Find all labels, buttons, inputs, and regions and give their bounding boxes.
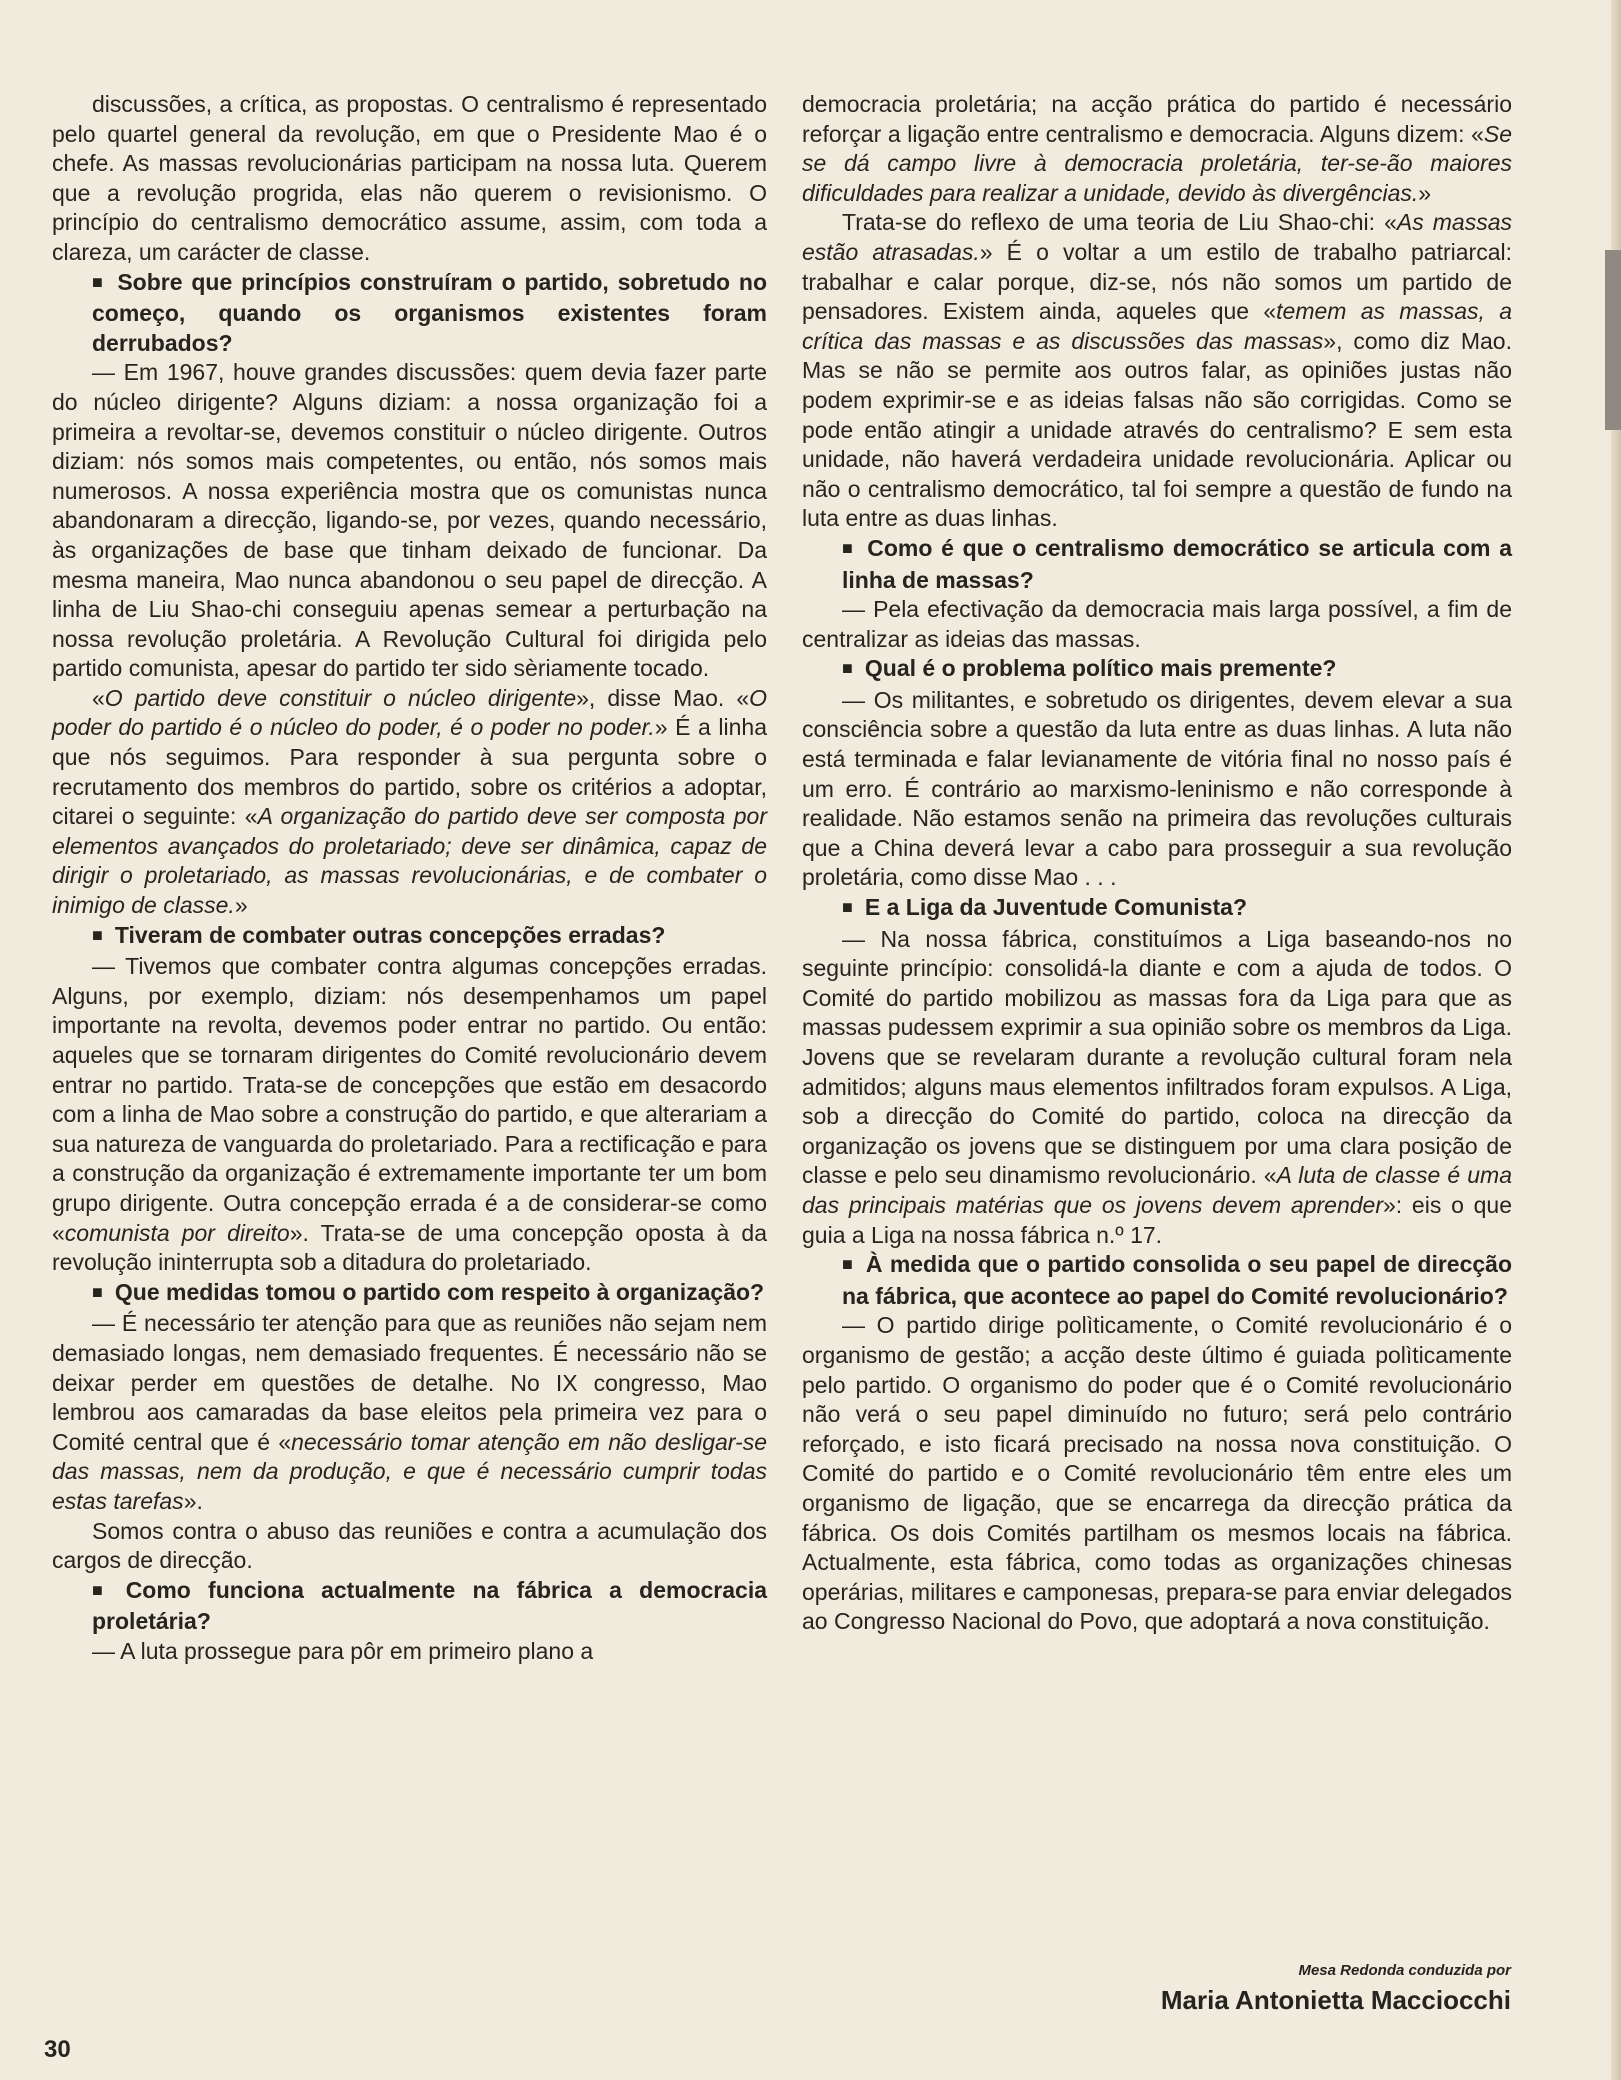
- paragraph: [52, 1517, 767, 1576]
- quote-text: O poder do partido é o núcleo do poder, é o poder no poder.: [52, 684, 767, 741]
- left-column: [52, 90, 767, 1666]
- text-run: », como diz Mao. Mas se não se permite aos outros falar, as opiniões justas não podem exprimir-se e as ideias falsas não são corrigidas. Como se pode então atingir a unidade através do centralismo? E sem esta unidade, não haverá verdadeira unidade revolucionária. Aplicar ou não o centralismo democrático, tal foi sempre a questão de fundo na luta entre as duas linhas.: [802, 327, 1512, 532]
- text-run: — Os militantes, e sobretudo os dirigentes, devem elevar a sua consciência sobre a questão da luta entre as duas linhas. A luta não está terminada e falar levianamente de vitória final no nosso país é um erro. É contrário ao marxismo-leninismo e não corresponde à realidade. Não estamos senão na primeira das revoluções culturais que a China deverá levar a cabo para prosseguir a sua revolução proletária, como disse Mao . . .: [802, 686, 1512, 891]
- question-heading: [802, 654, 1512, 686]
- question-heading: [52, 1576, 767, 1637]
- question-heading: [802, 534, 1512, 595]
- text-run: ».: [183, 1487, 203, 1514]
- quote-text: O partido deve constituir o núcleo dirigente: [104, 684, 577, 711]
- quote-text: temem as massas, a crítica das massas e as discussões das massas: [802, 298, 1512, 354]
- question-heading: [802, 1250, 1512, 1311]
- text-run: — Pela efectivação da democracia mais larga possível, a fim de centralizar as ideias das massas.: [802, 596, 1512, 652]
- text-run: Tiveram de combater outras concepções erradas?: [114, 921, 666, 948]
- text-run: »: [234, 892, 248, 919]
- quote-text: A organização do partido deve ser composta por elementos avançados do proletariado; deve ser dinâmica, capaz de dirigir o proletariado, as massas revolucionárias, e de combater o inimigo de classe.: [52, 803, 768, 919]
- text-run: Que medidas tomou o partido com respeito à organização?: [114, 1278, 765, 1305]
- quote-text: comunista por direito: [64, 1219, 290, 1246]
- paragraph: [52, 952, 767, 1278]
- text-run: Como é que o centralismo democrático se articula com a linha de massas?: [842, 534, 1512, 593]
- question-heading: [802, 893, 1512, 925]
- text-run: » É a linha que nós seguimos. Para responder à sua pergunta sobre o recrutamento dos membros do partido, sobre os critérios a adoptar, citarei o seguinte: «: [52, 714, 767, 830]
- text-run: «: [92, 684, 105, 711]
- text-run: ». Trata-se de uma concepção oposta à da revolução ininterrupta sob a ditadura do proletariado.: [52, 1219, 767, 1276]
- text-run: — Tivemos que combater contra algumas concepções erradas. Alguns, por exemplo, diziam: nós desempenhamos um papel importante na revolta, devemos poder entrar no partido. Ou então: aqueles que se tornaram dirigentes do Comité revolucionário devem entrar no partido. Trata-se de concepções que estão em desacordo com a linha de Mao sobre a construção do partido, e que alterariam a sua natureza de vanguarda do proletariado. Para a rectificação e para a construção da organização é extremamente importante ter um bom grupo dirigente. Outra concepção errada é a de considerar-se como «: [52, 953, 767, 1246]
- question-heading: [52, 921, 767, 953]
- text-run: »: eis o que guia a Liga na nossa fábrica n.º 17.: [802, 1191, 1513, 1248]
- text-run: Como funciona actualmente na fábrica a democracia proletária?: [92, 1576, 767, 1635]
- text-run: — Na nossa fábrica, constituímos a Liga baseando-nos no seguinte princípio: consolidá-la diante e com a ajuda de todos. O Comité do partido mobilizou as massas fora da Liga para que as massas pudessem exprimir a sua opinião sobre os membros da Liga. Jovens que se revelaram durante a revolução cultural foram nela admitidos; alguns maus elementos infiltrados foram expulsos. A Liga, sob a direcção do Comité do partido, coloca na direcção da organização os jovens que se distinguem por uma clara posição de classe e pelo seu dinamismo revolucionário. «: [802, 925, 1512, 1189]
- text-run: À medida que o partido consolida o seu papel de direcção na fábrica, que acontece ao papel do Comité revolucionário?: [842, 1251, 1512, 1309]
- text-run: Sobre que princípios construíram o partido, sobretudo no começo, quando os organismos existentes foram derrubados?: [92, 268, 768, 356]
- paragraph: [52, 684, 767, 921]
- text-run: »: [1418, 179, 1432, 206]
- text-run: » É o voltar a um estilo de trabalho patriarcal: trabalhar e calar porque, diz-se, nós não somos um partido de pensadores. Existem ainda, aqueles que «: [802, 238, 1513, 325]
- text-run: — O partido dirige polìticamente, o Comité revolucionário é o organismo de gestão; a acção deste último é guiada polìticamente pelo partido. O organismo do poder que é o Comité revolucionário não verá o seu papel diminuído no futuro; será pelo contrário reforçado, e isto ficará precisado na nossa nova constituição. O Comité do partido e o Comité revolucionário têm entre eles um organismo de ligação, que se encarrega da direcção prática da fábrica. Os dois Comités partilham os mesmos locais na fábrica. Actualmente, esta fábrica, como todas as organizações chinesas operárias, militares e camponesas, prepara-se para enviar delegados ao Congresso Nacional do Povo, que adoptará a nova constituição.: [802, 1312, 1512, 1635]
- paragraph: [802, 208, 1512, 534]
- paragraph: [802, 925, 1512, 1251]
- text-run: democracia proletária; na acção prática do partido é necessário reforçar a ligação entre centralismo e democracia. Alguns dizem: «: [802, 91, 1512, 147]
- text-run: — A luta prossegue para pôr em primeiro plano a: [92, 1637, 594, 1664]
- paragraph: [52, 358, 767, 684]
- paragraph: [52, 1309, 767, 1516]
- quote-text: A luta de classe é uma das principais matérias que os jovens devem aprender: [802, 1162, 1512, 1218]
- credit-label: Mesa Redonda conduzida por: [1298, 1962, 1511, 1979]
- quote-text: As massas estão atrasadas.: [802, 209, 1512, 265]
- text-run: E a Liga da Juventude Comunista?: [864, 894, 1247, 921]
- right-column: [802, 90, 1512, 1637]
- text-run: — Em 1967, houve grandes discussões: quem devia fazer parte do núcleo dirigente? Alguns diziam: a nossa organização foi a primeira a revoltar-se, devemos constituir o núcleo dirigente. Outros diziam: nós somos mais competentes, ou então, nós somos mais numerosos. A nossa experiência mostra que os comunistas nunca abandonaram a direcção, ligando-se, por vezes, quando necessário, às organizações de base que tinham deixado de funcionar. Da mesma maneira, Mao nunca abandonou o seu papel de direcção. A linha de Liu Shao-chi conseguiu apenas semear a perturbação na nossa revolução proletária. A Revolução Cultural foi dirigida pelo partido comunista, apesar do partido ter sido sèriamente tocado.: [52, 359, 767, 682]
- question-heading: [52, 1278, 767, 1310]
- paragraph: [802, 90, 1512, 208]
- page-number: 30: [44, 2036, 71, 2063]
- paragraph: [802, 686, 1512, 893]
- quote-text: Se se dá campo livre à democracia proletária, ter-se-ão maiores dificuldades para realizar a unidade, devido às divergências.: [802, 120, 1512, 206]
- paragraph: [52, 1637, 767, 1667]
- text-run: discussões, a crítica, as propostas. O centralismo é representado pelo quartel general da revolução, em que o Presidente Mao é o chefe. As massas revolucionárias participam na nossa luta. Querem que a revolução progrida, elas não querem o revisionismo. O princípio do centralismo democrático assume, assim, com toda a clareza, um carácter de classe.: [52, 91, 767, 265]
- edge-mark: [1605, 250, 1621, 430]
- paragraph: [802, 595, 1512, 654]
- text-run: », disse Mao. «: [576, 684, 750, 711]
- question-heading: [52, 268, 767, 359]
- text-run: Trata-se do reflexo de uma teoria de Liu Shao-chi: «: [842, 209, 1397, 236]
- text-run: — É necessário ter atenção para que as reuniões não sejam nem demasiado longas, nem demasiado frequentes. É necessário não se deixar perder em questões de detalhe. No IX congresso, Mao lembrou aos camaradas da base eleitos pela primeira vez para o Comité central que é «: [52, 1310, 767, 1455]
- article-credit: [1161, 1962, 1511, 2016]
- text-run: Qual é o problema político mais premente?: [864, 655, 1337, 682]
- credit-author: Maria Antonietta Macciocchi: [1160, 1985, 1511, 2015]
- quote-text: necessário tomar atenção em não desligar-se das massas, nem da produção, e que é necessário cumprir todas estas tarefas: [52, 1428, 767, 1514]
- paragraph: [52, 90, 767, 268]
- text-run: Somos contra o abuso das reuniões e contra a acumulação dos cargos de direcção.: [52, 1517, 767, 1574]
- paragraph: [802, 1311, 1512, 1637]
